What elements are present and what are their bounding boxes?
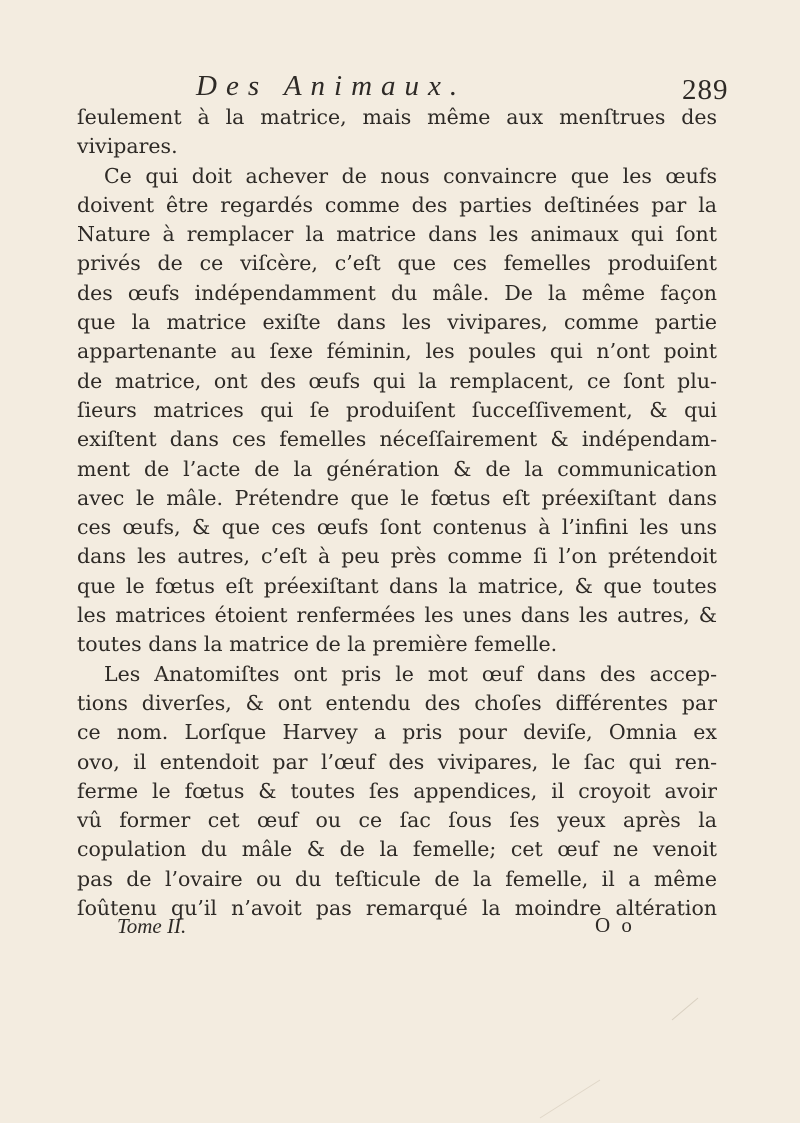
text-line: ferme le fœtus & toutes ſes appendices, il croyoit avoir [77,778,717,803]
text-line: ces œufs, & que ces œufs ſont contenus à l’infini les uns [77,515,717,540]
text-line: avec le mâle. Prétendre que le fœtus eſt préexiſtant dans [77,485,717,510]
text-line: ſieurs matrices qui ſe produiſent ſucceſſivement, & qui [77,397,717,422]
text-line: ment de l’acte de la génération & de la communication [77,456,717,481]
page-number: 289 [682,74,729,106]
text-line: Les Anatomiſtes ont pris le mot œuf dans des accep- [104,661,717,686]
text-line: les matrices étoient renfermées les unes dans les autres, & [77,603,717,628]
text-line: copulation du mâle & de la femelle; cet œuf ne venoit [77,837,717,862]
text-line: vivipares. [77,134,178,159]
text-line: que la matrice exiſte dans les vivipares, comme partie [77,310,717,335]
body-text [77,103,717,923]
text-line: dans les autres, c’eſt à peu près comme ſi l’on prétendoit [77,544,717,569]
text-line: privés de ce viſcère, c’eſt que ces femelles produiſent [77,251,717,276]
text-line: Ce qui doit achever de nous convaincre que les œufs [104,163,717,188]
text-line: de matrice, ont des œufs qui la remplacent, ce ſont plu- [77,368,717,393]
text-line: appartenante au ſexe féminin, les poules qui n’ont point [77,339,717,364]
text-line: vû former cet œuf ou ce ſac ſous ſes yeux après la [77,808,717,833]
text-line: exiſtent dans ces femelles néceſſairement & indépendam- [77,427,717,452]
text-line: des œufs indépendamment du mâle. De la même façon [77,280,717,305]
text-line: doivent être regardés comme des parties deſtinées par la [77,192,717,217]
volume-label: Tome II. [117,914,187,938]
text-line: que le fœtus eſt préexiſtant dans la matrice, & que toutes [77,573,717,598]
text-line: ſeulement à la matrice, mais même aux menſtrues des [77,105,717,129]
running-title: Des Animaux. [196,70,467,102]
text-line: ſoûtenu qu’il n’avoit pas remarqué la moindre altération [77,896,717,921]
signature-mark: O o [595,913,635,937]
text-line: toutes dans la matrice de la première femelle. [77,632,558,657]
text-line: ovo, il entendoit par l’œuf des vivipares, le ſac qui ren- [77,749,717,774]
text-line: tions diverſes, & ont entendu des choſes différentes par [77,690,717,715]
text-line: ce nom. Lorſque Harvey a pris pour deviſe, Omnia ex [77,720,717,745]
text-line: Nature à remplacer la matrice dans les animaux qui ſont [77,222,717,247]
text-line: pas de l’ovaire ou du teſticule de la femelle, il a même [77,866,717,891]
